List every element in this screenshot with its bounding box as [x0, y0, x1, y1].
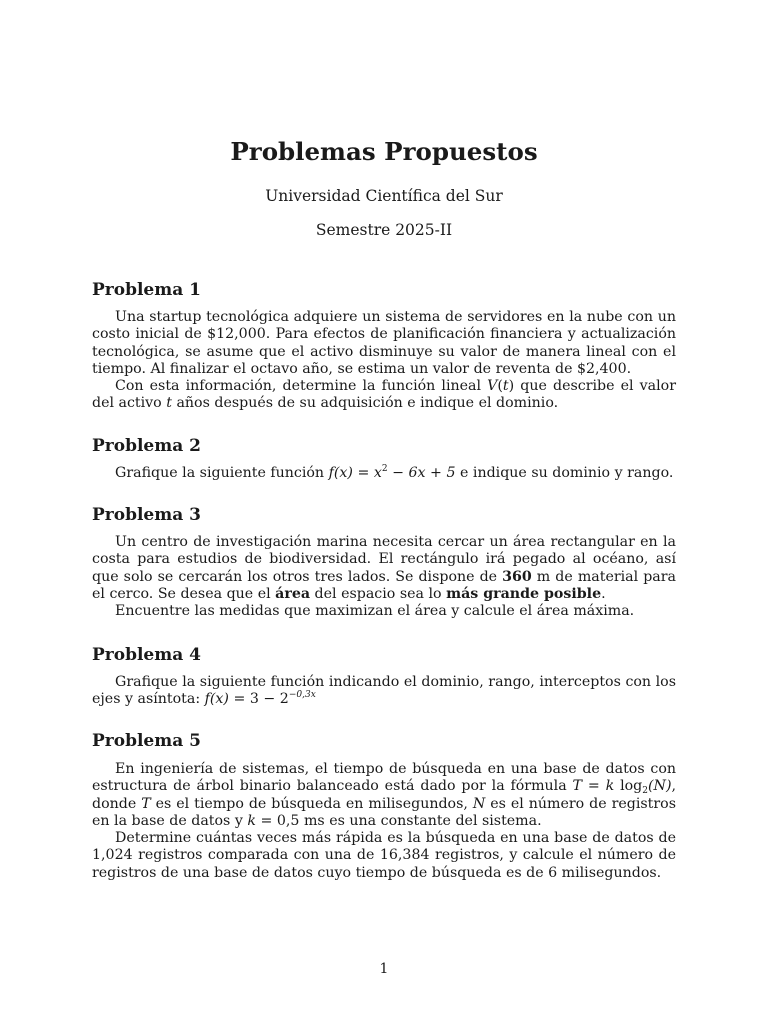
math-exponent: 2 [381, 464, 388, 474]
document-page [92, 0, 676, 1024]
text-span: del espacio sea lo [310, 585, 447, 602]
bold-text: más grande posible [446, 585, 602, 602]
text-span: m de material para el cerco. Se desea que el [92, 568, 677, 602]
math-log-base: 2 [642, 786, 648, 797]
problem-3-heading: Problema 3 [92, 505, 201, 525]
math-eq: = 0,5 [255, 812, 300, 829]
math-var-t: t [166, 395, 172, 412]
problem-3-paragraph-2: Encuentre las medidas que maximizan el área y calcule el área máxima. [115, 603, 635, 620]
math-eq: = [582, 778, 606, 795]
problem-4-paragraph-1 [92, 674, 676, 709]
text-span: e indique su dominio y rango. [455, 465, 674, 481]
math-expression: = 3 − 2 [228, 691, 289, 708]
problem-5-body [92, 761, 676, 882]
math-var-V: V [487, 378, 498, 395]
problem-1-body [92, 309, 676, 413]
text-span: ms es una constante del sistema. [299, 812, 542, 829]
institution-name: Universidad Científica del Sur [265, 187, 503, 205]
text-span: . [601, 585, 606, 602]
problem-1-paragraph-1: Una startup tecnológica adquiere un sistema de servidores en la nube con un costo inicial de $12,000. Para efectos de planificación financiera y actualización tecnológica, se asume que el activo disminuye su valor de manera lineal con el tiempo. Al finalizar el octavo año, se estima un valor de reventa de $2,400. [92, 309, 676, 377]
text-span: En ingeniería de sistemas, el tiempo de búsqueda en una base de datos con estructura de árbol binario balanceado está dado por la fórmula [92, 761, 676, 795]
math-arg: (x) [333, 465, 353, 481]
text-span: años después de su adquisición e indique el dominio. [171, 395, 559, 412]
math-exponent: −0,3x [288, 690, 316, 701]
text-span: Grafique la siguiente función [115, 465, 329, 481]
text-span: Grafique la siguiente función indicando el dominio, rango, interceptos con los ejes y asíntota: [92, 674, 676, 708]
problem-2-paragraph-1 [92, 465, 676, 482]
math-expression: − 6x + 5 [387, 465, 456, 481]
problem-4-body [92, 674, 676, 709]
math-arg: (x) [209, 691, 229, 708]
problem-1-paragraph-2 [92, 378, 676, 413]
text-span: Un centro de investigación marina necesita cercar un área rectangular en la costa para estudios de biodiversidad. El rectángulo irá pegado al océano, así que solo se cercarán los otros tres lados. Se dispone de [92, 534, 676, 585]
bold-text: área [275, 585, 311, 602]
math-var-f: f [328, 465, 334, 481]
math-var-T: T [572, 778, 583, 795]
problem-4-heading: Problema 4 [92, 645, 201, 665]
math-eq: = [352, 465, 374, 481]
text-span: es el tiempo de búsqueda en milisegundos, [150, 795, 473, 812]
problem-3-body [92, 534, 676, 620]
problem-5-paragraph-2: Determine cuántas veces más rápida es la búsqueda en una base de datos de 1,024 registros comparada con una de 16,384 registros, y calcule el número de registros de una base de datos cuyo tiempo de búsqueda es de 6 milisegundos. [92, 830, 676, 881]
math-var-k: k [605, 778, 615, 795]
math-var-T: T [141, 795, 151, 812]
problem-3-paragraph-1 [92, 534, 676, 603]
page-number: 1 [379, 961, 389, 977]
semester-label: Semestre 2025-II [315, 221, 453, 239]
math-paren: ) [508, 378, 515, 395]
problem-5-heading: Problema 5 [92, 731, 201, 751]
math-paren: ( [497, 378, 503, 395]
problem-2-body [92, 465, 676, 482]
problem-2-heading: Problema 2 [92, 436, 201, 456]
problem-5-paragraph-1 [92, 761, 676, 830]
math-var-x: x [373, 465, 382, 481]
bold-text: 360 [502, 568, 532, 585]
math-var-N: N [472, 795, 486, 812]
math-log: log [614, 778, 643, 795]
text-span: que describe el valor del activo [92, 378, 676, 412]
text-span: es el número de registros en la base de datos y [92, 795, 676, 829]
math-var-f: f [204, 691, 210, 708]
document-title: Problemas Propuestos [230, 137, 538, 166]
text-span: , donde [92, 778, 676, 812]
text-span: Con esta información, determine la función lineal [115, 378, 488, 395]
math-var-t: t [502, 378, 509, 395]
math-var-k: k [247, 812, 256, 829]
problem-1-heading: Problema 1 [92, 280, 201, 300]
math-arg: (N) [648, 778, 672, 795]
